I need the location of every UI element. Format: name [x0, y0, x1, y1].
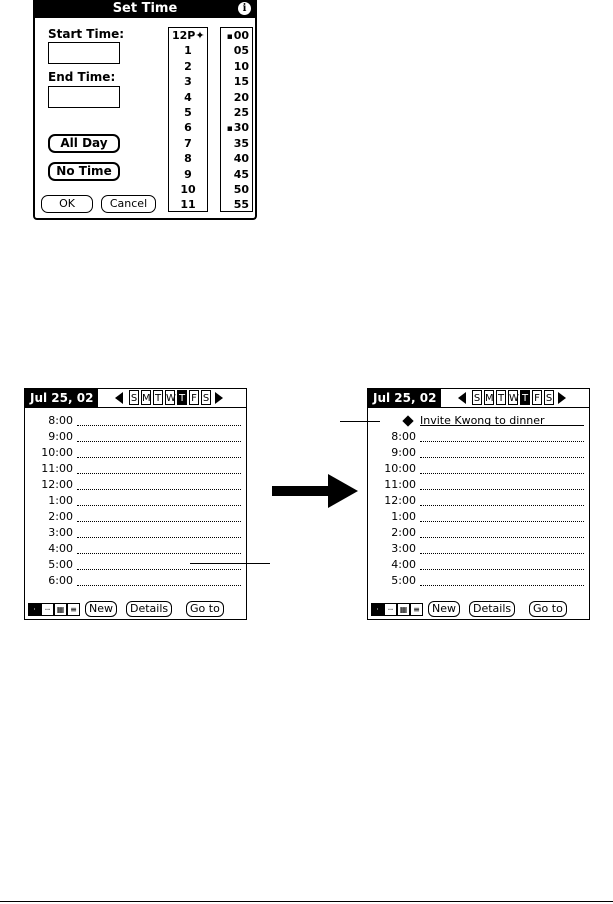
hour-item[interactable]: 11	[180, 198, 196, 212]
time-slot-row[interactable]	[25, 493, 246, 509]
time-label: 4:00	[48, 542, 73, 555]
month-view-icon[interactable]: ▦	[397, 603, 410, 616]
time-slot-line	[77, 553, 241, 554]
go-to-button[interactable]: Go to	[186, 601, 224, 617]
time-label: 8:00	[48, 414, 73, 427]
day-selector[interactable]: S	[544, 390, 554, 405]
time-slot-line	[420, 441, 584, 442]
month-view-icon[interactable]: ▦	[54, 603, 67, 616]
time-slot-row[interactable]	[25, 445, 246, 461]
time-slot-line	[77, 505, 241, 506]
end-time-label: End Time:	[48, 70, 116, 84]
page-bottom-rule	[0, 901, 613, 902]
time-slot-line	[77, 457, 241, 458]
time-slot-row[interactable]	[25, 541, 246, 557]
minute-item[interactable]: 55	[233, 198, 249, 212]
time-slot-row[interactable]	[368, 541, 589, 557]
event-row[interactable]	[368, 413, 589, 429]
time-slot-line	[77, 537, 241, 538]
day-selector[interactable]: F	[532, 390, 542, 405]
day-view-icon[interactable]: ·	[371, 603, 384, 616]
no-time-button[interactable]: No Time	[48, 162, 120, 181]
minute-item[interactable]: 25	[233, 105, 249, 119]
minute-item[interactable]: 40	[233, 152, 249, 166]
new-button[interactable]: New	[428, 601, 460, 617]
time-label: 10:00	[41, 446, 73, 459]
day-selector[interactable]: S	[201, 390, 211, 405]
time-label: 1:00	[48, 494, 73, 507]
time-slot-row[interactable]	[25, 413, 246, 429]
day-selector[interactable]: T	[177, 390, 187, 405]
prev-week-icon[interactable]	[458, 392, 466, 404]
alarm-diamond-icon	[402, 415, 413, 426]
week-view-icon[interactable]: ┈	[384, 603, 397, 616]
hour-item[interactable]: 4	[184, 90, 192, 104]
day-selector[interactable]: W	[165, 390, 175, 405]
minute-item[interactable]: 50	[233, 182, 249, 196]
event-text[interactable]: Invite Kwong to dinner	[420, 414, 545, 427]
time-slot-row[interactable]	[368, 573, 589, 589]
time-label: 10:00	[384, 462, 416, 475]
day-selector[interactable]: S	[129, 390, 139, 405]
time-label: 3:00	[391, 542, 416, 555]
arrow-right-icon	[272, 474, 358, 508]
dialog-title	[35, 0, 255, 18]
time-label: 3:00	[48, 526, 73, 539]
day-selector[interactable]: M	[484, 390, 494, 405]
time-label: 4:00	[391, 558, 416, 571]
time-slot-row[interactable]	[25, 509, 246, 525]
day-view-footer	[25, 599, 246, 617]
time-label: 12:00	[384, 494, 416, 507]
time-slot-row[interactable]	[368, 445, 589, 461]
hour-item[interactable]: 7	[184, 136, 192, 150]
time-slot-row[interactable]	[368, 477, 589, 493]
minute-item[interactable]: 10	[233, 59, 249, 73]
time-slot-line	[420, 457, 584, 458]
next-week-icon[interactable]	[215, 392, 223, 404]
time-slot-line	[420, 585, 584, 586]
time-slot-line	[420, 553, 584, 554]
hour-item[interactable]: 12P✦	[172, 29, 205, 42]
go-to-button[interactable]: Go to	[529, 601, 567, 617]
day-view-header	[368, 389, 589, 408]
minute-item[interactable]: ▪ 00	[221, 28, 252, 43]
day-view-before	[24, 388, 247, 620]
date-tab[interactable]: Jul 25, 02	[25, 389, 98, 407]
details-button[interactable]: Details	[469, 601, 515, 617]
week-view-icon[interactable]: ┈	[41, 603, 54, 616]
time-slot-row[interactable]	[368, 429, 589, 445]
time-label: 9:00	[48, 430, 73, 443]
event-underline	[420, 425, 584, 426]
date-tab[interactable]: Jul 25, 02	[368, 389, 441, 407]
time-label: 11:00	[41, 462, 73, 475]
time-slot-row[interactable]	[25, 525, 246, 541]
time-slot-row[interactable]	[25, 477, 246, 493]
minute-item[interactable]: ▪ 30	[221, 120, 252, 135]
hour-item[interactable]: 1	[184, 44, 192, 58]
time-label: 12:00	[41, 478, 73, 491]
time-slot-row[interactable]	[368, 461, 589, 477]
time-label: 6:00	[48, 574, 73, 587]
time-slot-line	[420, 569, 584, 570]
time-slot-line	[77, 473, 241, 474]
time-slot-line	[420, 505, 584, 506]
time-slot-row[interactable]	[368, 557, 589, 573]
time-label: 11:00	[384, 478, 416, 491]
minute-item[interactable]: 35	[233, 136, 249, 150]
time-slot-line	[77, 521, 241, 522]
hour-item[interactable]: 2	[184, 59, 192, 73]
hour-item[interactable]: 6	[184, 121, 192, 135]
time-slot-line	[420, 521, 584, 522]
hour-list[interactable]	[168, 27, 208, 212]
hour-item[interactable]: 10	[180, 182, 196, 196]
hour-item[interactable]: 8	[184, 152, 192, 166]
day-selector[interactable]: W	[508, 390, 518, 405]
start-time-field[interactable]	[48, 42, 120, 64]
time-slot-row[interactable]	[25, 573, 246, 589]
dialog-title-text: Set Time	[112, 1, 178, 16]
time-label: 1:00	[391, 510, 416, 523]
minute-item[interactable]: 20	[233, 90, 249, 104]
time-slot-line	[420, 489, 584, 490]
callout-line-left	[190, 563, 270, 564]
day-view-footer	[368, 599, 589, 617]
next-week-icon[interactable]	[558, 392, 566, 404]
hour-item[interactable]: 9	[184, 167, 192, 181]
end-time-field[interactable]	[48, 86, 120, 108]
day-view-after	[367, 388, 590, 620]
info-icon[interactable]: i	[238, 2, 251, 15]
time-slot-line	[77, 425, 241, 426]
hour-item[interactable]: 3	[184, 75, 192, 89]
day-view-header	[25, 389, 246, 408]
day-selector[interactable]: M	[141, 390, 151, 405]
time-slot-row[interactable]	[368, 509, 589, 525]
time-slot-line	[420, 473, 584, 474]
details-button[interactable]: Details	[126, 601, 172, 617]
time-label: 2:00	[391, 526, 416, 539]
time-slot-line	[77, 441, 241, 442]
ok-button[interactable]: OK	[41, 195, 93, 213]
prev-week-icon[interactable]	[115, 392, 123, 404]
set-time-dialog	[33, 0, 257, 220]
day-selector[interactable]: T	[520, 390, 530, 405]
day-selector[interactable]: S	[472, 390, 482, 405]
time-slot-row[interactable]	[368, 493, 589, 509]
time-slot-line	[77, 489, 241, 490]
all-day-button[interactable]: All Day	[48, 134, 120, 153]
time-label: 5:00	[391, 574, 416, 587]
time-slot-row[interactable]	[368, 525, 589, 541]
time-label: 5:00	[48, 558, 73, 571]
minute-list[interactable]	[220, 27, 253, 212]
time-slot-line	[77, 569, 241, 570]
minute-item[interactable]: 05	[233, 44, 249, 58]
agenda-view-icon[interactable]: ≡	[67, 603, 80, 616]
day-selector[interactable]: T	[496, 390, 506, 405]
start-time-label: Start Time:	[48, 27, 125, 41]
time-slot-line	[77, 585, 241, 586]
time-label: 8:00	[391, 430, 416, 443]
time-slot-row[interactable]	[25, 461, 246, 477]
time-slot-line	[420, 537, 584, 538]
time-slot-row[interactable]	[25, 557, 246, 573]
minute-item[interactable]: 15	[233, 75, 249, 89]
cancel-button[interactable]: Cancel	[101, 195, 156, 213]
day-selector[interactable]: T	[153, 390, 163, 405]
new-button[interactable]: New	[85, 601, 117, 617]
time-label: 9:00	[391, 446, 416, 459]
minute-item[interactable]: 45	[233, 167, 249, 181]
hour-item[interactable]: 5	[184, 105, 192, 119]
time-label: 2:00	[48, 510, 73, 523]
agenda-view-icon[interactable]: ≡	[410, 603, 423, 616]
time-slot-row[interactable]	[25, 429, 246, 445]
day-view-icon[interactable]: ·	[28, 603, 41, 616]
day-selector[interactable]: F	[189, 390, 199, 405]
